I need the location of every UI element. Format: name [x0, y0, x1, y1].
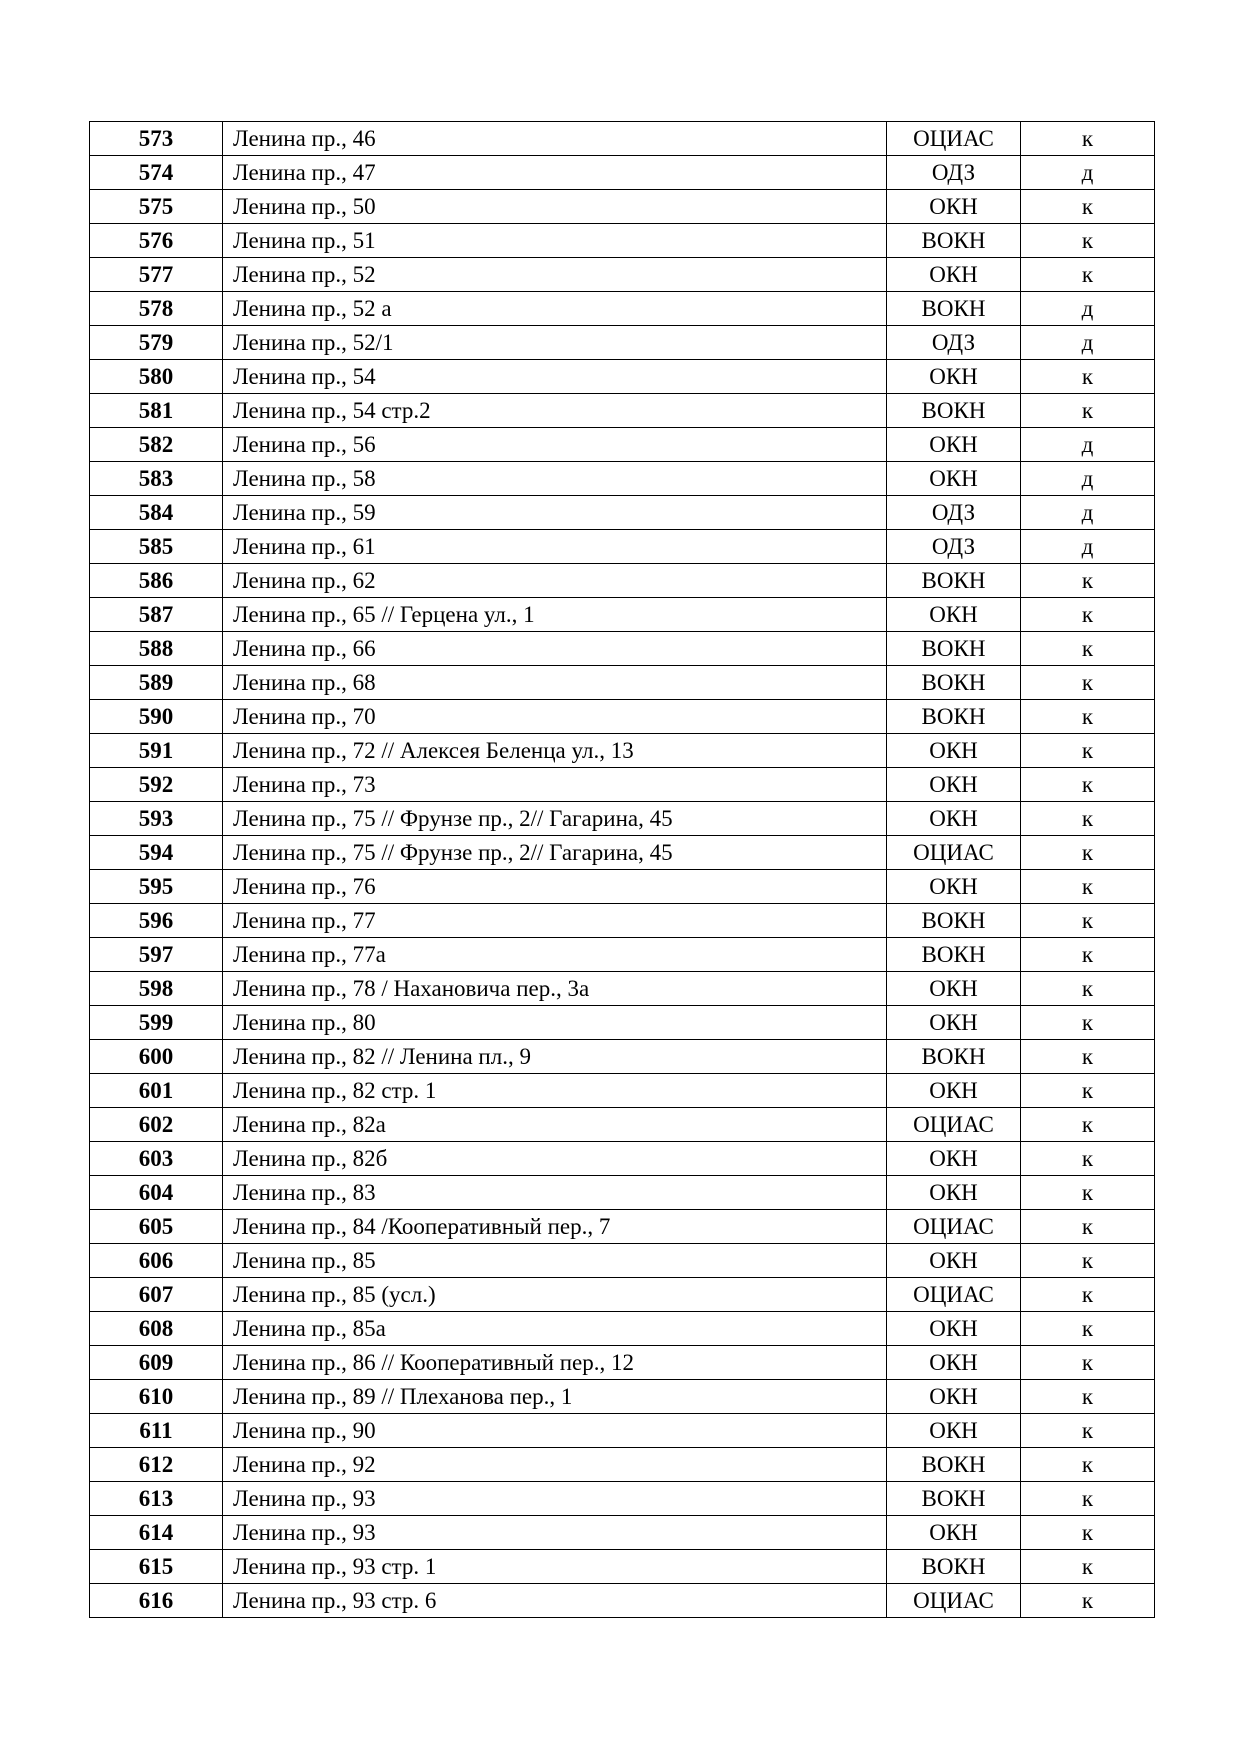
table-row [90, 1516, 1155, 1550]
address-cell: Ленина пр., 93 стр. 1 [223, 1550, 887, 1584]
row-number: 584 [90, 496, 223, 530]
address-cell: Ленина пр., 50 [223, 190, 887, 224]
row-number: 608 [90, 1312, 223, 1346]
address-cell: Ленина пр., 84 /Кооперативный пер., 7 [223, 1210, 887, 1244]
table-row [90, 428, 1155, 462]
object-type-cell: ОКН [887, 1414, 1021, 1448]
table-row [90, 122, 1155, 156]
object-type-cell: ОЦИАС [887, 1108, 1021, 1142]
address-cell: Ленина пр., 82 стр. 1 [223, 1074, 887, 1108]
table-row [90, 1040, 1155, 1074]
row-number: 612 [90, 1448, 223, 1482]
table-row [90, 1142, 1155, 1176]
object-type-cell: ВОКН [887, 904, 1021, 938]
object-type-cell: ОЦИАС [887, 1210, 1021, 1244]
address-cell: Ленина пр., 75 // Фрунзе пр., 2// Гагарина, 45 [223, 836, 887, 870]
category-cell: д [1021, 496, 1155, 530]
category-cell: к [1021, 666, 1155, 700]
object-type-cell: ВОКН [887, 1482, 1021, 1516]
category-cell: д [1021, 156, 1155, 190]
row-number: 573 [90, 122, 223, 156]
object-type-cell: ОДЗ [887, 530, 1021, 564]
row-number: 594 [90, 836, 223, 870]
address-cell: Ленина пр., 76 [223, 870, 887, 904]
object-type-cell: ОКН [887, 1346, 1021, 1380]
row-number: 599 [90, 1006, 223, 1040]
address-cell: Ленина пр., 83 [223, 1176, 887, 1210]
table-row [90, 1176, 1155, 1210]
address-cell: Ленина пр., 46 [223, 122, 887, 156]
row-number: 604 [90, 1176, 223, 1210]
object-type-cell: ОДЗ [887, 156, 1021, 190]
category-cell: к [1021, 1448, 1155, 1482]
object-type-cell: ОКН [887, 1074, 1021, 1108]
address-cell: Ленина пр., 72 // Алексея Беленца ул., 13 [223, 734, 887, 768]
table-row [90, 224, 1155, 258]
address-cell: Ленина пр., 58 [223, 462, 887, 496]
category-cell: к [1021, 1244, 1155, 1278]
address-cell: Ленина пр., 73 [223, 768, 887, 802]
address-cell: Ленина пр., 86 // Кооперативный пер., 12 [223, 1346, 887, 1380]
category-cell: д [1021, 462, 1155, 496]
row-number: 614 [90, 1516, 223, 1550]
category-cell: к [1021, 768, 1155, 802]
row-number: 586 [90, 564, 223, 598]
object-type-cell: ОКН [887, 258, 1021, 292]
table-row [90, 1414, 1155, 1448]
object-type-cell: ОКН [887, 1244, 1021, 1278]
row-number: 603 [90, 1142, 223, 1176]
row-number: 600 [90, 1040, 223, 1074]
object-type-cell: ОКН [887, 1006, 1021, 1040]
object-type-cell: ВОКН [887, 666, 1021, 700]
category-cell: к [1021, 1550, 1155, 1584]
object-type-cell: ВОКН [887, 632, 1021, 666]
table-row [90, 564, 1155, 598]
table-row [90, 1380, 1155, 1414]
row-number: 590 [90, 700, 223, 734]
row-number: 595 [90, 870, 223, 904]
object-type-cell: ОКН [887, 360, 1021, 394]
object-type-cell: ОКН [887, 1516, 1021, 1550]
address-cell: Ленина пр., 51 [223, 224, 887, 258]
address-cell: Ленина пр., 85 (усл.) [223, 1278, 887, 1312]
category-cell: к [1021, 1380, 1155, 1414]
row-number: 606 [90, 1244, 223, 1278]
address-cell: Ленина пр., 66 [223, 632, 887, 666]
category-cell: к [1021, 394, 1155, 428]
category-cell: к [1021, 700, 1155, 734]
table-row [90, 938, 1155, 972]
category-cell: к [1021, 1312, 1155, 1346]
object-type-cell: ОКН [887, 1176, 1021, 1210]
row-number: 607 [90, 1278, 223, 1312]
table-row [90, 836, 1155, 870]
table-row [90, 326, 1155, 360]
object-type-cell: ОДЗ [887, 326, 1021, 360]
category-cell: д [1021, 292, 1155, 326]
address-cell: Ленина пр., 82 // Ленина пл., 9 [223, 1040, 887, 1074]
address-cell: Ленина пр., 93 стр. 6 [223, 1584, 887, 1618]
category-cell: к [1021, 1108, 1155, 1142]
row-number: 576 [90, 224, 223, 258]
table-row [90, 1448, 1155, 1482]
category-cell: к [1021, 122, 1155, 156]
object-type-cell: ОЦИАС [887, 1584, 1021, 1618]
address-cell: Ленина пр., 85 [223, 1244, 887, 1278]
category-cell: к [1021, 1516, 1155, 1550]
address-cell: Ленина пр., 62 [223, 564, 887, 598]
object-type-cell: ОКН [887, 1142, 1021, 1176]
table-row [90, 1244, 1155, 1278]
row-number: 605 [90, 1210, 223, 1244]
row-number: 583 [90, 462, 223, 496]
row-number: 575 [90, 190, 223, 224]
table-row [90, 1074, 1155, 1108]
row-number: 585 [90, 530, 223, 564]
category-cell: к [1021, 1210, 1155, 1244]
row-number: 580 [90, 360, 223, 394]
address-cell: Ленина пр., 82а [223, 1108, 887, 1142]
row-number: 613 [90, 1482, 223, 1516]
table-row [90, 904, 1155, 938]
address-cell: Ленина пр., 77 [223, 904, 887, 938]
row-number: 610 [90, 1380, 223, 1414]
table-row [90, 972, 1155, 1006]
row-number: 581 [90, 394, 223, 428]
address-cell: Ленина пр., 75 // Фрунзе пр., 2// Гагарина, 45 [223, 802, 887, 836]
objects-table [89, 121, 1155, 1618]
category-cell: к [1021, 836, 1155, 870]
table-row [90, 360, 1155, 394]
category-cell: к [1021, 360, 1155, 394]
address-cell: Ленина пр., 52/1 [223, 326, 887, 360]
row-number: 609 [90, 1346, 223, 1380]
category-cell: к [1021, 1006, 1155, 1040]
address-cell: Ленина пр., 52 [223, 258, 887, 292]
category-cell: к [1021, 632, 1155, 666]
objects-table-body [90, 122, 1155, 1618]
category-cell: к [1021, 1482, 1155, 1516]
row-number: 579 [90, 326, 223, 360]
object-type-cell: ВОКН [887, 938, 1021, 972]
address-cell: Ленина пр., 59 [223, 496, 887, 530]
row-number: 592 [90, 768, 223, 802]
table-row [90, 700, 1155, 734]
row-number: 615 [90, 1550, 223, 1584]
row-number: 578 [90, 292, 223, 326]
row-number: 591 [90, 734, 223, 768]
table-row [90, 1550, 1155, 1584]
row-number: 577 [90, 258, 223, 292]
address-cell: Ленина пр., 78 / Нахановича пер., 3а [223, 972, 887, 1006]
category-cell: к [1021, 1040, 1155, 1074]
object-type-cell: ОКН [887, 1380, 1021, 1414]
category-cell: к [1021, 1584, 1155, 1618]
address-cell: Ленина пр., 54 стр.2 [223, 394, 887, 428]
object-type-cell: ОКН [887, 802, 1021, 836]
category-cell: к [1021, 904, 1155, 938]
table-row [90, 190, 1155, 224]
table-row [90, 734, 1155, 768]
category-cell: к [1021, 802, 1155, 836]
address-cell: Ленина пр., 85а [223, 1312, 887, 1346]
category-cell: к [1021, 1346, 1155, 1380]
table-row [90, 530, 1155, 564]
category-cell: к [1021, 938, 1155, 972]
table-row [90, 462, 1155, 496]
object-type-cell: ВОКН [887, 700, 1021, 734]
object-type-cell: ОКН [887, 734, 1021, 768]
category-cell: к [1021, 564, 1155, 598]
category-cell: к [1021, 1414, 1155, 1448]
row-number: 611 [90, 1414, 223, 1448]
table-row [90, 1278, 1155, 1312]
address-cell: Ленина пр., 77а [223, 938, 887, 972]
category-cell: к [1021, 1278, 1155, 1312]
object-type-cell: ОЦИАС [887, 122, 1021, 156]
table-row [90, 1346, 1155, 1380]
table-row [90, 394, 1155, 428]
object-type-cell: ОЦИАС [887, 836, 1021, 870]
row-number: 616 [90, 1584, 223, 1618]
address-cell: Ленина пр., 93 [223, 1516, 887, 1550]
object-type-cell: ВОКН [887, 564, 1021, 598]
object-type-cell: ВОКН [887, 1550, 1021, 1584]
row-number: 589 [90, 666, 223, 700]
object-type-cell: ВОКН [887, 1040, 1021, 1074]
table-row [90, 258, 1155, 292]
table-row [90, 598, 1155, 632]
category-cell: к [1021, 598, 1155, 632]
address-cell: Ленина пр., 89 // Плеханова пер., 1 [223, 1380, 887, 1414]
row-number: 602 [90, 1108, 223, 1142]
address-cell: Ленина пр., 82б [223, 1142, 887, 1176]
table-row [90, 666, 1155, 700]
table-row [90, 292, 1155, 326]
object-type-cell: ВОКН [887, 394, 1021, 428]
table-row [90, 1482, 1155, 1516]
table-row [90, 802, 1155, 836]
category-cell: к [1021, 1176, 1155, 1210]
address-cell: Ленина пр., 47 [223, 156, 887, 190]
object-type-cell: ОКН [887, 972, 1021, 1006]
address-cell: Ленина пр., 90 [223, 1414, 887, 1448]
category-cell: д [1021, 530, 1155, 564]
row-number: 596 [90, 904, 223, 938]
category-cell: д [1021, 428, 1155, 462]
object-type-cell: ОКН [887, 462, 1021, 496]
row-number: 597 [90, 938, 223, 972]
row-number: 601 [90, 1074, 223, 1108]
address-cell: Ленина пр., 93 [223, 1482, 887, 1516]
category-cell: к [1021, 1074, 1155, 1108]
category-cell: к [1021, 870, 1155, 904]
row-number: 587 [90, 598, 223, 632]
address-cell: Ленина пр., 70 [223, 700, 887, 734]
object-type-cell: ОКН [887, 190, 1021, 224]
address-cell: Ленина пр., 80 [223, 1006, 887, 1040]
table-row [90, 1312, 1155, 1346]
address-cell: Ленина пр., 61 [223, 530, 887, 564]
row-number: 593 [90, 802, 223, 836]
category-cell: к [1021, 190, 1155, 224]
object-type-cell: ОКН [887, 598, 1021, 632]
table-row [90, 870, 1155, 904]
object-type-cell: ВОКН [887, 224, 1021, 258]
address-cell: Ленина пр., 68 [223, 666, 887, 700]
table-row [90, 1108, 1155, 1142]
object-type-cell: ОКН [887, 870, 1021, 904]
row-number: 588 [90, 632, 223, 666]
object-type-cell: ОДЗ [887, 496, 1021, 530]
address-cell: Ленина пр., 56 [223, 428, 887, 462]
address-cell: Ленина пр., 65 // Герцена ул., 1 [223, 598, 887, 632]
category-cell: к [1021, 972, 1155, 1006]
row-number: 574 [90, 156, 223, 190]
object-type-cell: ВОКН [887, 292, 1021, 326]
table-row [90, 1584, 1155, 1618]
row-number: 598 [90, 972, 223, 1006]
object-type-cell: ВОКН [887, 1448, 1021, 1482]
category-cell: к [1021, 1142, 1155, 1176]
table-row [90, 1210, 1155, 1244]
object-type-cell: ОКН [887, 1312, 1021, 1346]
category-cell: к [1021, 258, 1155, 292]
object-type-cell: ОЦИАС [887, 1278, 1021, 1312]
category-cell: д [1021, 326, 1155, 360]
table-row [90, 496, 1155, 530]
address-cell: Ленина пр., 52 а [223, 292, 887, 326]
category-cell: к [1021, 734, 1155, 768]
table-row [90, 1006, 1155, 1040]
category-cell: к [1021, 224, 1155, 258]
address-cell: Ленина пр., 92 [223, 1448, 887, 1482]
row-number: 582 [90, 428, 223, 462]
table-row [90, 156, 1155, 190]
object-type-cell: ОКН [887, 428, 1021, 462]
table-row [90, 632, 1155, 666]
object-type-cell: ОКН [887, 768, 1021, 802]
table-row [90, 768, 1155, 802]
address-cell: Ленина пр., 54 [223, 360, 887, 394]
